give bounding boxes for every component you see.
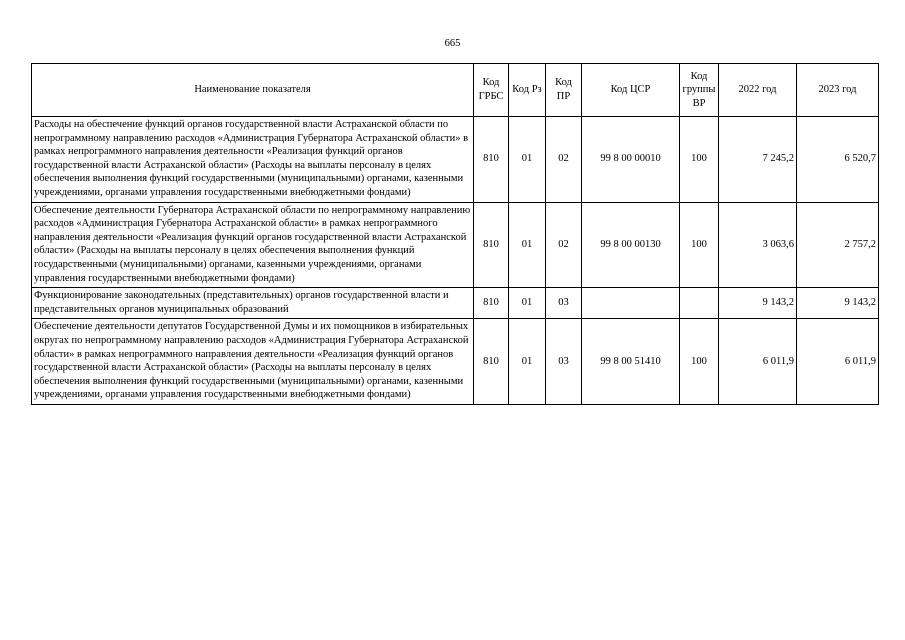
header-year-2022: 2022 год xyxy=(719,64,797,117)
table-row xyxy=(32,202,879,288)
header-vr: Код группы ВР xyxy=(680,64,719,117)
row-vr: 100 xyxy=(680,319,719,405)
header-year-2023: 2023 год xyxy=(797,64,879,117)
row-name: Функционирование законодательных (представительных) органов государственной власти и представительных органов муниципальных образований xyxy=(32,288,474,319)
header-rz: Код Рз xyxy=(509,64,546,117)
row-year-2022: 6 011,9 xyxy=(719,319,797,405)
table-row xyxy=(32,319,879,405)
row-csr: 99 8 00 51410 xyxy=(582,319,680,405)
row-rz: 01 xyxy=(509,288,546,319)
row-pr: 02 xyxy=(546,202,582,288)
row-pr: 03 xyxy=(546,319,582,405)
row-year-2023: 9 143,2 xyxy=(797,288,879,319)
row-name: Обеспечение деятельности депутатов Государственной Думы и их помощников в избирательных округах по непрограммному направлению расходов «Администрация Губернатора Астраханской области» в рамках непрограммного направления деятельности «Реализация функций органов государственной власти Астраханской области» (Расходы на выплаты персоналу в целях обеспечения выполнения функций государственными (муниципальными) органами, казенными учреждениями, органами управления государственными внебюджетными фондами) xyxy=(32,319,474,405)
row-grbs: 810 xyxy=(474,288,509,319)
row-year-2022: 7 245,2 xyxy=(719,117,797,203)
row-rz: 01 xyxy=(509,319,546,405)
row-csr: 99 8 00 00130 xyxy=(582,202,680,288)
header-grbs: Код ГРБС xyxy=(474,64,509,117)
table-row xyxy=(32,117,879,203)
row-pr: 02 xyxy=(546,117,582,203)
row-vr xyxy=(680,288,719,319)
row-rz: 01 xyxy=(509,202,546,288)
row-grbs: 810 xyxy=(474,319,509,405)
row-year-2023: 6 520,7 xyxy=(797,117,879,203)
header-csr: Код ЦСР xyxy=(582,64,680,117)
row-year-2023: 2 757,2 xyxy=(797,202,879,288)
table-header-row xyxy=(32,64,879,117)
row-grbs: 810 xyxy=(474,202,509,288)
table-row xyxy=(32,288,879,319)
header-name: Наименование показателя xyxy=(32,64,474,117)
budget-table xyxy=(31,63,879,405)
row-grbs: 810 xyxy=(474,117,509,203)
row-rz: 01 xyxy=(509,117,546,203)
row-name: Обеспечение деятельности Губернатора Астраханской области по непрограммному направлению расходов «Администрация Губернатора Астраханской области» в рамках непрограммного направления деятельности «Реализация функций органов государственной власти Астраханской области» (Расходы на выплаты персоналу в целях обеспечения выполнения функций государственными (муниципальными) органами, казенными учреждениями, органами управления государственными внебюджетными фондами) xyxy=(32,202,474,288)
row-vr: 100 xyxy=(680,202,719,288)
row-year-2022: 3 063,6 xyxy=(719,202,797,288)
row-pr: 03 xyxy=(546,288,582,319)
row-year-2023: 6 011,9 xyxy=(797,319,879,405)
row-name: Расходы на обеспечение функций органов государственной власти Астраханской области по непрограммному направлению расходов «Администрация Губернатора Астраханской области» в рамках непрограммного направления деятельности «Реализация функций органов государственной власти Астраханской области» (Расходы на выплаты персоналу в целях обеспечения выполнения функций государственными (муниципальными) органами, казенными учреждениями, органами управления государственными внебюджетными фондами) xyxy=(32,117,474,203)
header-pr: Код ПР xyxy=(546,64,582,117)
row-vr: 100 xyxy=(680,117,719,203)
page-number: 665 xyxy=(444,38,461,49)
row-csr xyxy=(582,288,680,319)
row-csr: 99 8 00 00010 xyxy=(582,117,680,203)
row-year-2022: 9 143,2 xyxy=(719,288,797,319)
